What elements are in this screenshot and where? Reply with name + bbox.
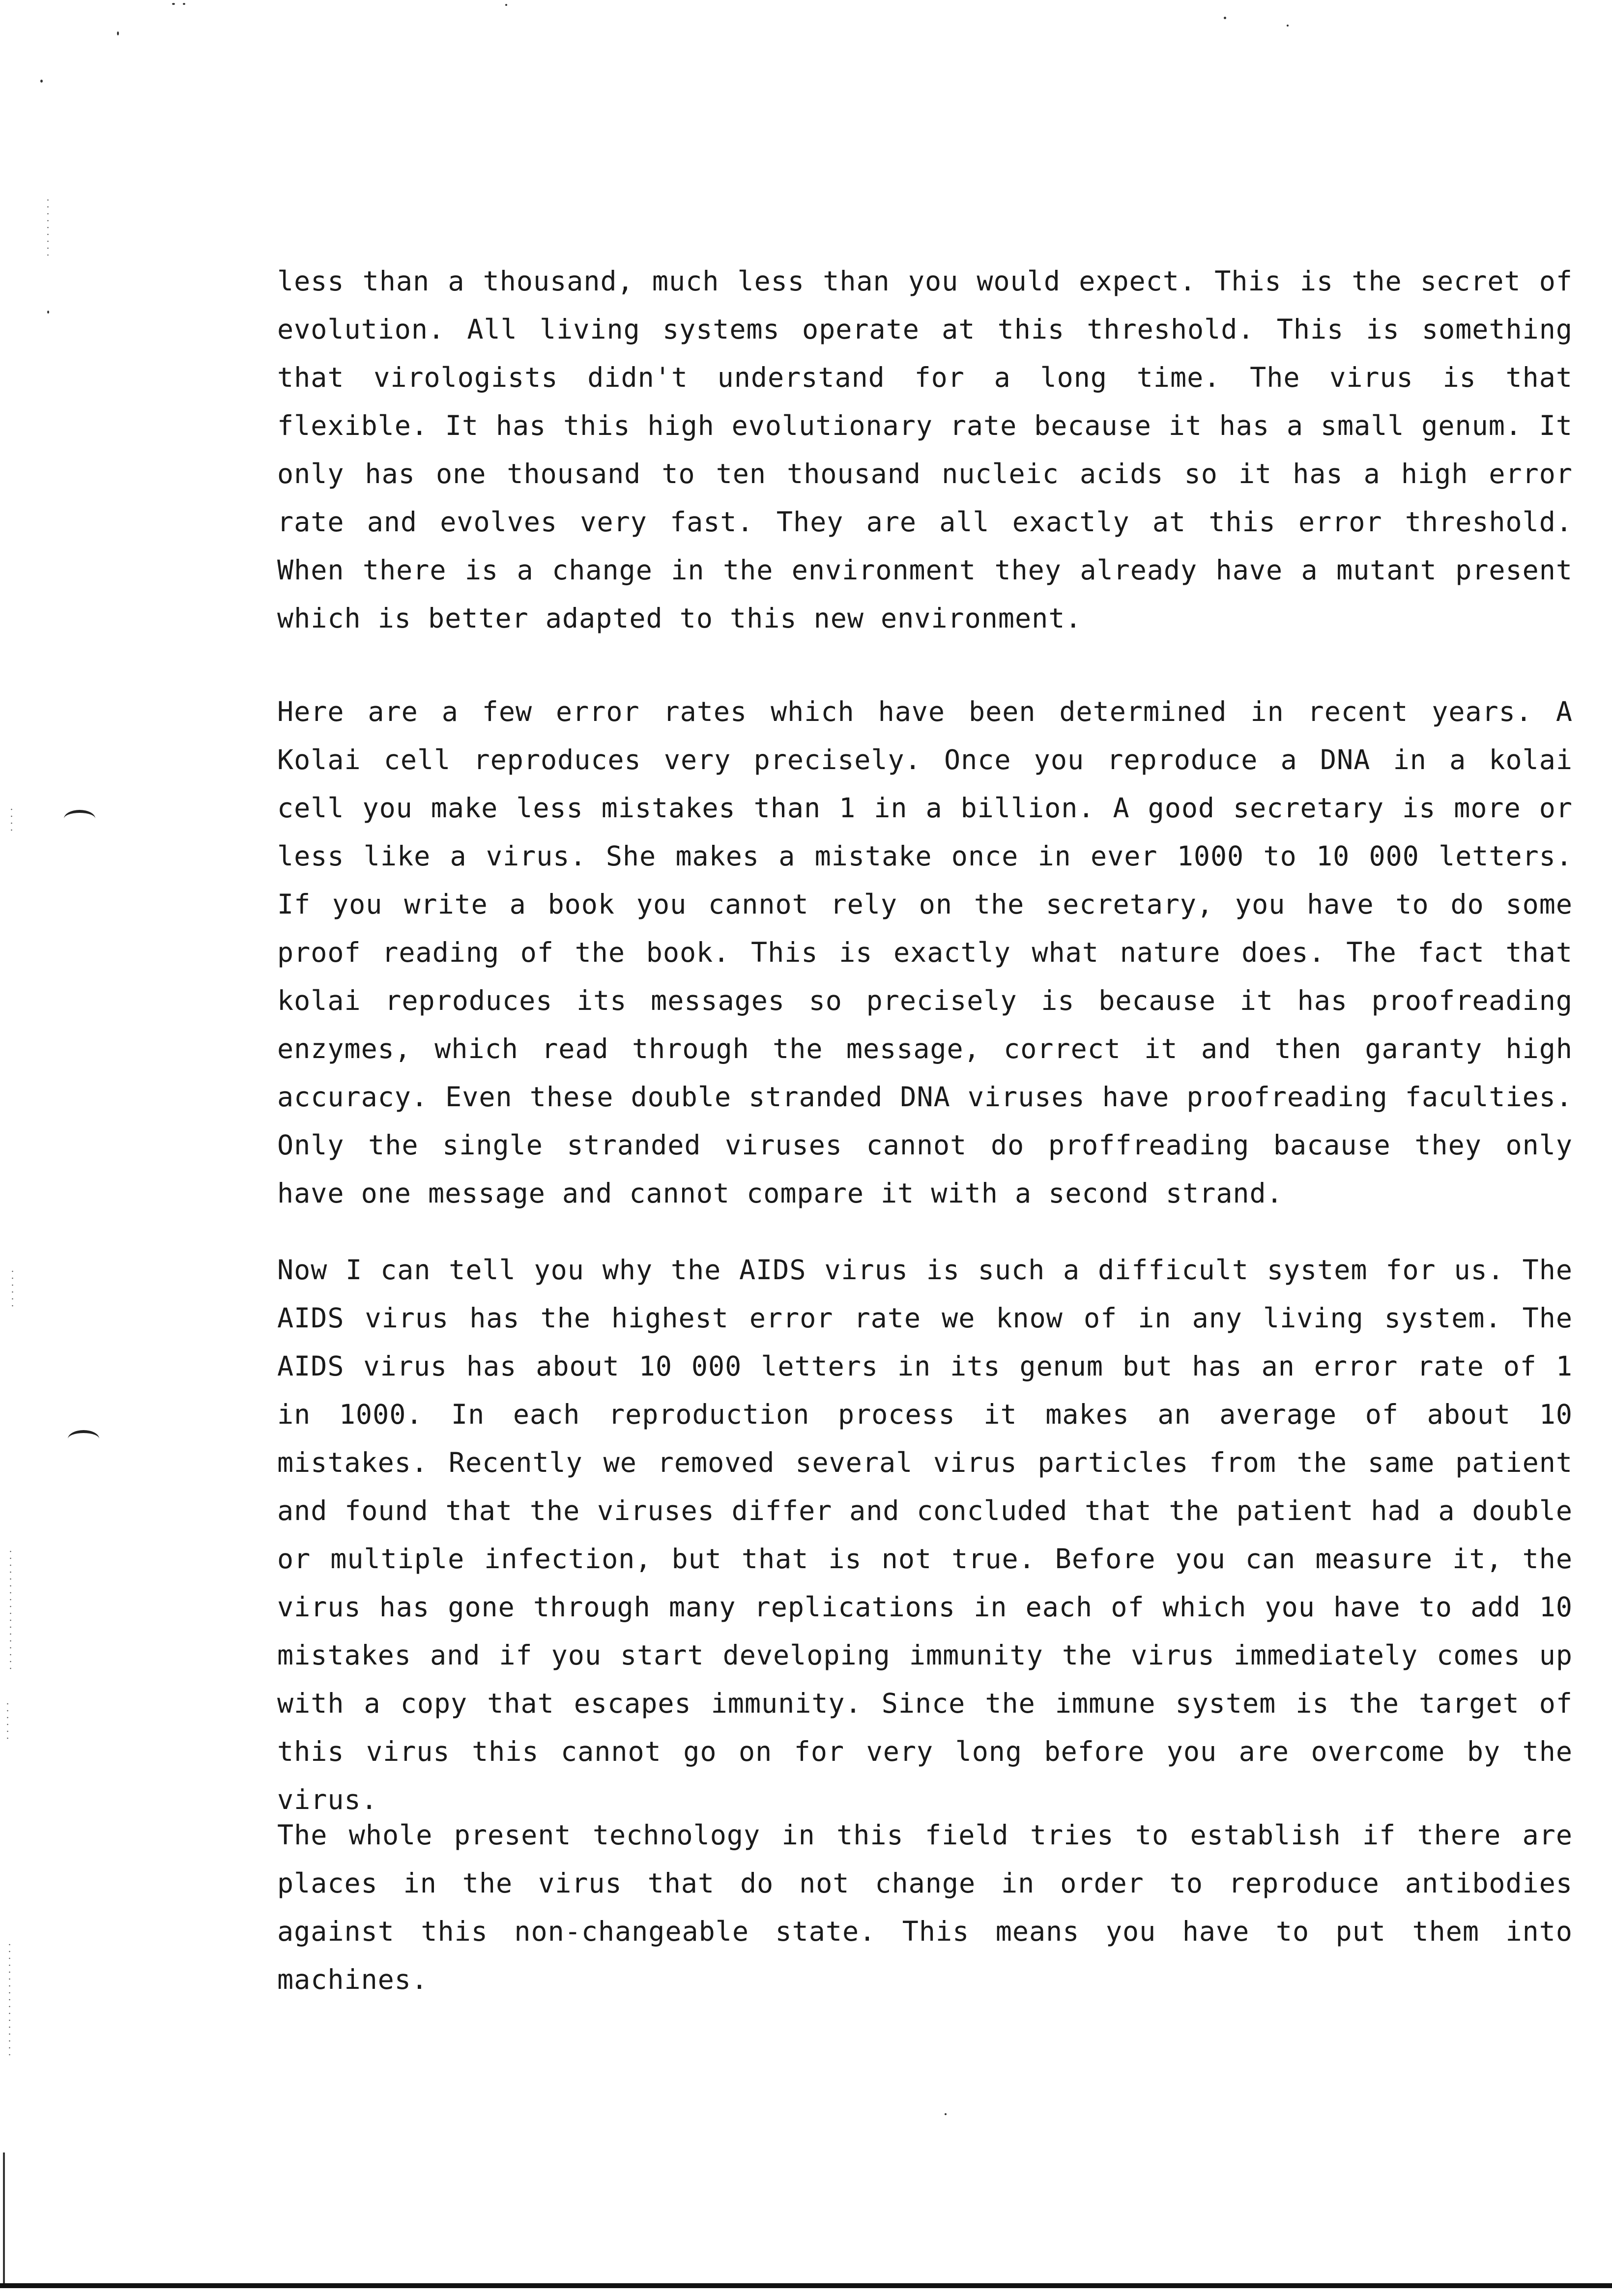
edge-dots (10, 1548, 11, 1671)
scan-speck (183, 3, 185, 5)
margin-arc-mark (64, 810, 95, 828)
paragraph-3: Now I can tell you why the AIDS virus is such a difficult system for us. The AIDS virus has the highest error rate we know of in any living system. The AIDS virus has about 10 000 letters in its genum but has an error rate of 1 in 1000. In each reproduction process it makes an average of about 10 mistakes. Recently we removed several virus particles from the same patient and found that the viruses differ and concluded that the patient had a double or multiple infection, but that is not true. Before you can measure it, the virus has gone through many replications in each of which you have to add 10 mistakes and if you start developing immunity the virus immediately comes up with a copy that escapes immunity. Since the immune system is the target of this virus this cannot go on for very long before you are overcome by the virus. (277, 1254, 1573, 1815)
left-edge-line (3, 2152, 5, 2285)
scan-speck (47, 311, 49, 314)
edge-dots (7, 1700, 8, 1740)
scan-speck (945, 2113, 947, 2115)
paragraph-4: The whole present technology in this field tries to establish if there are places in the virus that do not change in order to reproduce antibodies against this non-changeable state. This means you have to put them into machines. (277, 1819, 1573, 1995)
paragraph-2: Here are a few error rates which have been determined in recent years. A Kolai cell reproduces very precisely. Once you reproduce a DNA in a kolai cell you make less mistakes than 1 in a billion. A good secretary is more or less like a virus. She makes a mistake once in ever 1000 to 10 000 letters. If you write a book you cannot rely on the secretary, you have to do some proof reading of the book. This is exactly what nature does. The fact that kolai reproduces its messages so precisely is because it has proofreading enzymes, which read through the message, correct it and then garanty high accuracy. Even these double stranded DNA viruses have proofreading faculties. Only the single stranded viruses cannot do proffreading bacause they only have one message and cannot compare it with a second strand. (277, 696, 1573, 1209)
scan-speck (117, 31, 119, 35)
bottom-edge-line (0, 2283, 1612, 2288)
scan-speck (40, 80, 43, 83)
edge-dots (11, 806, 12, 835)
scan-speck (505, 4, 507, 6)
edge-dots (12, 1268, 13, 1307)
edge-dots (9, 1941, 10, 2059)
margin-arc-mark (68, 1430, 99, 1448)
scan-speck (1224, 17, 1226, 19)
edge-dots (47, 197, 49, 256)
paragraph-1: less than a thousand, much less than you would expect. This is the secret of evolution. All living systems operate at this threshold. This is something that virologists didn't understand for a long time. The virus is that flexible. It has this high evolutionary rate because it has a small genum. It only has one thousand to ten thousand nucleic acids so it has a high error rate and evolves very fast. They are all exactly at this error threshold. When there is a change in the environment they already have a mutant present which is better adapted to this new environment. (277, 265, 1573, 634)
scan-speck (1287, 25, 1289, 27)
scan-speck (172, 3, 175, 5)
